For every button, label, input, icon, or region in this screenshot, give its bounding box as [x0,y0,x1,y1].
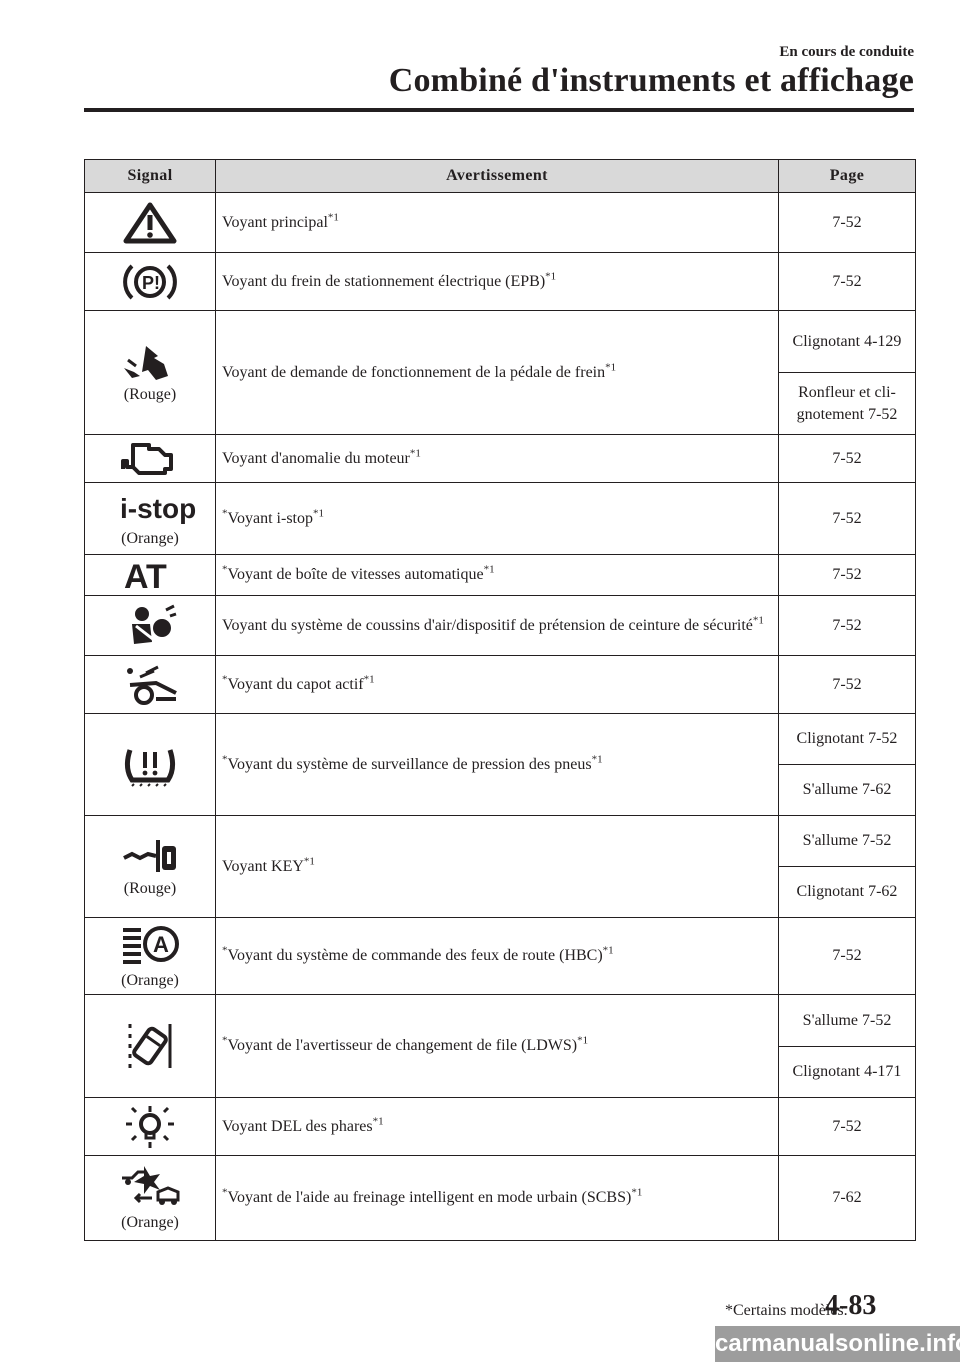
page-reference: 7-52 [779,253,916,311]
page-reference: S'allume 7-52 [779,995,916,1047]
table-row [85,918,916,995]
footnote-marker: *1 [303,855,315,868]
page-reference: 7-52 [779,193,916,253]
availability-marker: * [222,563,228,576]
signal-cell [85,596,216,656]
lane-departure-warning-icon [91,1018,209,1074]
warning-text: Voyant du capot actif [227,675,364,693]
signal-cell [85,714,216,816]
warning-text: Voyant de l'aide au freinage intelligent en mode urbain (SCBS) [227,1189,632,1207]
warning-text: Voyant de demande de fonctionnement de la pédale de frein [222,363,606,381]
footnote-marker: *1 [363,673,375,686]
column-header-signal: Signal [85,160,216,193]
header-rule [84,108,914,112]
signal-cell [85,918,216,995]
page-number: 4-83 [825,1290,877,1321]
warning-text: Voyant d'anomalie du moteur [222,449,410,467]
page-reference: 7-52 [779,656,916,714]
key-icon [91,836,209,876]
page-reference: Clignotant 4-171 [779,1047,916,1098]
airbag-seatbelt-icon [91,604,209,648]
signal-cell [85,656,216,714]
warning-lights-table [84,159,916,1241]
warning-text: Voyant DEL des phares [222,1117,373,1135]
page-reference: Ronfleur et cli-gnotement 7-52 [779,373,916,435]
signal-cell [85,193,216,253]
table-row [85,714,916,765]
table-row [85,995,916,1047]
footnote-marker: *1 [605,361,617,374]
table-row [85,656,916,714]
warning-text: Voyant principal [222,213,328,231]
page-reference: 7-52 [779,1098,916,1156]
warning-text: Voyant de boîte de vitesses automatique [227,566,484,584]
table-row [85,435,916,483]
master-warning-triangle-icon [91,201,209,245]
signal-cell [85,1156,216,1241]
signal-cell [85,1098,216,1156]
footnote-marker: *1 [752,614,764,627]
page-reference: 7-52 [779,435,916,483]
warning-text: Voyant du système de commande des feux de route (HBC) [227,947,603,965]
high-beam-control-icon [91,922,209,968]
warning-text: Voyant du système de surveillance de pression des pneus [227,755,592,773]
footnote-marker: *1 [372,1115,384,1128]
warning-cell [216,311,779,435]
warning-cell [216,1156,779,1241]
brake-pedal-request-icon [91,342,209,382]
signal-cell [85,555,216,596]
warning-cell [216,253,779,311]
page-reference: Clignotant 7-62 [779,867,916,918]
page-reference: 7-52 [779,483,916,555]
footnote: *Certains modèles. [725,1302,848,1319]
svg-text:P!: P! [142,272,160,293]
warning-text: Voyant de l'avertisseur de changement de file (LDWS) [227,1037,578,1055]
warning-cell [216,435,779,483]
table-row [85,596,916,656]
warning-cell [216,193,779,253]
automatic-transmission-at-icon [91,558,209,596]
i-stop-icon [91,490,209,526]
signal-cell [85,435,216,483]
electric-parking-brake-icon [91,260,209,304]
table-row [85,1156,916,1241]
led-headlight-icon [91,1104,209,1150]
icon-color-note: (Orange) [121,972,179,989]
footnote-marker: *1 [577,1034,589,1047]
warning-text: Voyant i-stop [227,509,313,527]
warning-text: Voyant du frein de stationnement électrique (EPB) [222,272,546,290]
watermark: carmanualsonline.info [715,1326,960,1362]
svg-text:AT: AT [124,558,167,596]
availability-marker: * [222,753,228,766]
signal-cell [85,816,216,918]
availability-marker: * [222,507,228,520]
warning-cell [216,483,779,555]
warning-cell [216,596,779,656]
page-reference: Clignotant 7-52 [779,714,916,765]
availability-marker: * [222,1186,228,1199]
availability-marker: * [222,1034,228,1047]
table-row [85,253,916,311]
warning-cell [216,995,779,1098]
table-row [85,1098,916,1156]
column-header-warning: Avertissement [216,160,779,193]
signal-cell [85,995,216,1098]
page-reference: S'allume 7-52 [779,816,916,867]
table-row [85,483,916,555]
page-reference: Clignotant 4-129 [779,311,916,373]
warning-text: Voyant KEY [222,857,304,875]
engine-check-icon [91,439,209,479]
warning-cell [216,918,779,995]
table-row [85,816,916,867]
signal-cell [85,253,216,311]
page-reference: 7-52 [779,918,916,995]
warning-text: Voyant du système de coussins d'air/dispositif de prétension de ceinture de sécurité [222,616,753,634]
tire-pressure-icon [91,740,209,790]
table-row [85,311,916,373]
warning-cell [216,1098,779,1156]
icon-color-note: (Rouge) [123,879,177,897]
footnote-marker: *1 [631,1186,643,1199]
column-header-page: Page [779,160,916,193]
page-reference: S'allume 7-62 [779,765,916,816]
table-row [85,193,916,253]
footnote-marker: *1 [545,270,557,283]
icon-color-note: (Orange) [121,529,179,547]
page-reference: 7-52 [779,555,916,596]
warning-cell [216,714,779,816]
footnote-marker: *1 [327,211,339,224]
signal-cell [85,311,216,435]
footnote-marker: *1 [591,753,603,766]
warning-cell [216,555,779,596]
svg-text:A: A [153,932,169,957]
availability-marker: * [222,944,228,957]
smart-city-brake-support-icon [91,1164,209,1210]
page-reference: 7-52 [779,596,916,656]
table-header-row [85,160,916,193]
warning-cell [216,816,779,918]
page-title: Combiné d'instruments et affichage [388,62,914,99]
footnote-marker: *1 [602,944,614,957]
signal-cell [85,483,216,555]
active-bonnet-icon [91,663,209,707]
svg-text:i-stop: i-stop [120,492,197,524]
warning-cell [216,656,779,714]
footnote-marker: *1 [409,447,421,460]
icon-color-note: (Rouge) [123,385,177,403]
page-reference: 7-62 [779,1156,916,1241]
footnote-marker: *1 [483,563,495,576]
section-label: En cours de conduite [779,44,914,60]
footnote-marker: *1 [312,507,324,520]
icon-color-note: (Orange) [121,1214,179,1231]
availability-marker: * [222,673,228,686]
table-row [85,555,916,596]
